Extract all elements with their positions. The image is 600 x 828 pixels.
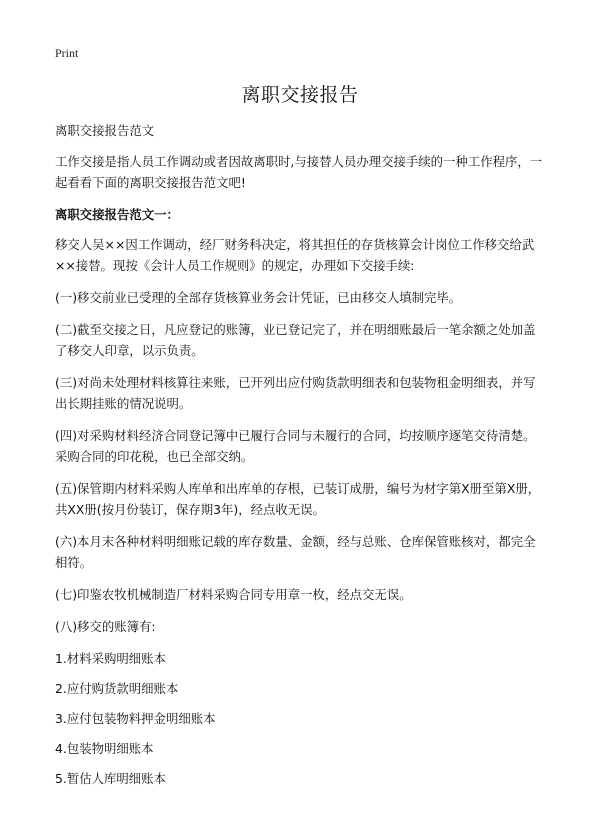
print-link[interactable]: Print bbox=[55, 46, 79, 60]
ledger-list-item: 2.应付购货款明细账本 bbox=[55, 681, 179, 696]
body-paragraph: (四)对采购材料经济合同登记簿中已履行合同与未履行的合同，均按顺序逐笔交待清楚。采购合同的印花税，也已全部交纳。 bbox=[55, 428, 536, 464]
ledger-list-item: 3.应付包装物料押金明细账本 bbox=[55, 711, 216, 726]
ledger-list-item: 5.暂估人库明细账本 bbox=[55, 771, 166, 786]
document-body bbox=[55, 120, 547, 798]
body-paragraph: (七)印鉴农牧机械制造厂材料采购合同专用章一枚，经点交无误。 bbox=[55, 587, 412, 602]
body-paragraph: (八)移交的账簿有: bbox=[55, 619, 156, 634]
body-paragraph: (五)保管期内材料采购人库单和出库单的存根，已装订成册，编号为材字第X册至第X册，共XX册(按月份装订，保存期3年)，经点收无误。 bbox=[55, 481, 541, 517]
document-subtitle: 离职交接报告范文 bbox=[55, 123, 155, 138]
ledger-list-item: 4.包装物明细账本 bbox=[55, 741, 154, 756]
body-paragraph: (一)移交前业已受理的全部存货核算业务会计凭证，已由移交人填制完毕。 bbox=[55, 290, 462, 305]
page-title: 离职交接报告 bbox=[241, 84, 359, 106]
body-paragraph: (二)截至交接之日，凡应登记的账簿，业已登记完了，并在明细账最后一笔余额之处加盖了移交人印章，以示负责。 bbox=[55, 322, 536, 358]
body-paragraph: 移交人吴××因工作调动，经厂财务科决定，将其担任的存货核算会计岗位工作移交给武××接替。现按《会计人员工作规则》的规定，办理如下交接手续: bbox=[55, 237, 535, 273]
intro-paragraph: 工作交接是指人员工作调动或者因故离职时,与接替人员办理交接手续的一种工作程序，一起看看下面的离职交接报告范文吧! bbox=[55, 154, 543, 190]
ledger-list-item: 1.材料采购明细账本 bbox=[55, 651, 166, 666]
section-heading: 离职交接报告范文一： bbox=[55, 207, 179, 222]
body-paragraph: (三)对尚未处理材料核算往来账，已开列出应付购货款明细表和包装物租金明细表，并写出长期挂账的情况说明。 bbox=[55, 375, 536, 411]
body-paragraph: (六)本月末各种材料明细账记载的库存数量、金额，经与总账、仓库保管账核对，都完全相符。 bbox=[55, 534, 536, 570]
